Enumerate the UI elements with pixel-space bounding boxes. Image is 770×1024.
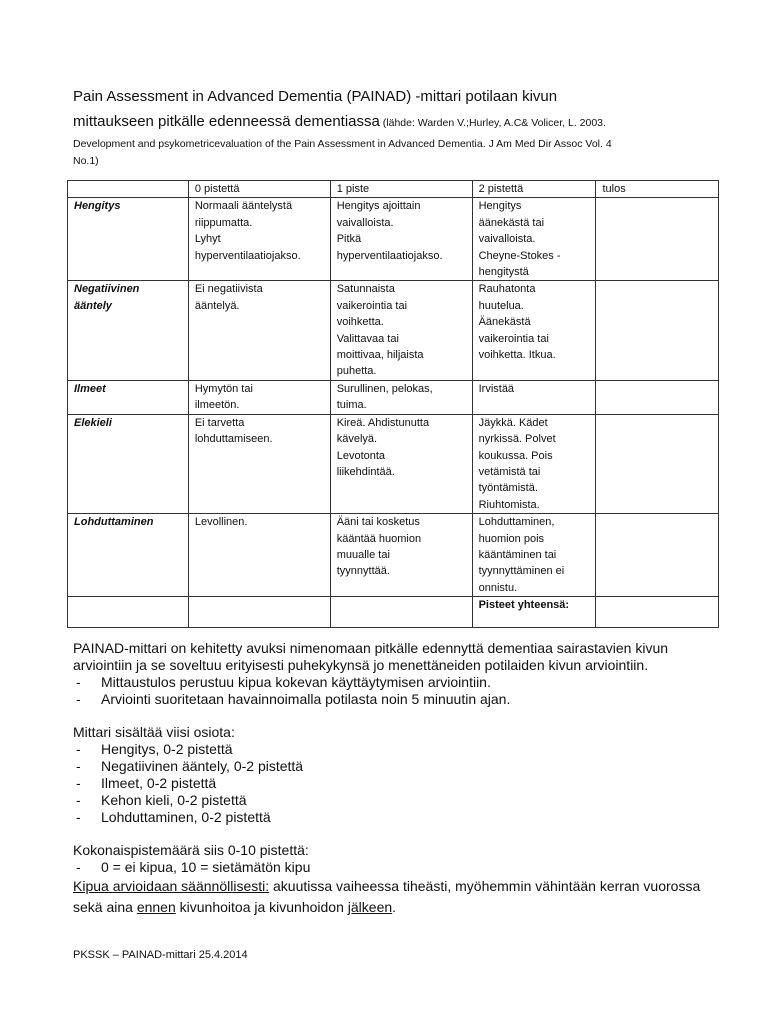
- cell-text: Riuhtomista.: [478, 498, 540, 511]
- cell-text: ilmeetön.: [194, 399, 240, 412]
- cell-text: äänekästä tai: [478, 216, 545, 229]
- list-item-text: Kehon kieli, 0-2 pistettä: [101, 792, 247, 808]
- before-word: ennen: [136, 899, 176, 915]
- list-item-text: Lohduttaminen, 0-2 pistettä: [101, 809, 271, 825]
- cell-text: kävelyä.: [336, 433, 378, 446]
- frequency-text-2: kivunhoitoa ja kivunhoidon: [175, 899, 348, 915]
- score-2-cell: [472, 281, 596, 380]
- cell-text: tyynnyttää.: [336, 565, 390, 578]
- score-0-cell: [188, 380, 330, 414]
- cell-text: kääntäminen tai: [478, 548, 557, 561]
- cell-text: Surullinen, pelokas,: [336, 382, 433, 395]
- result-cell: [596, 281, 719, 380]
- frequency-end: .: [392, 899, 397, 915]
- score-1-cell: [330, 198, 472, 281]
- cell-text: hyperventilaatiojakso.: [336, 249, 443, 262]
- cell-text: vaivalloista.: [478, 233, 536, 246]
- cell-text: vetämistä tai: [478, 465, 541, 478]
- cell-text: Hengitys: [74, 200, 121, 213]
- cell-text: voihketta.: [336, 316, 384, 329]
- list-item-text: Negatiivinen ääntely, 0-2 pistettä: [101, 758, 304, 774]
- row-label: [68, 380, 189, 414]
- score-2-cell: [472, 514, 596, 597]
- frequency-heading: Kipua arvioidaan säännöllisesti:: [73, 878, 270, 894]
- score-1-cell: [330, 514, 472, 597]
- cell-text: hengitystä: [478, 266, 529, 279]
- cell-text: Irvistää: [478, 382, 515, 395]
- cell-text: vaivalloista.: [336, 216, 394, 229]
- result-cell: [596, 198, 719, 281]
- cell-text: huutelua.: [478, 299, 524, 312]
- parts-heading: Mittari sisältää viisi osiota:: [73, 724, 235, 740]
- score-2-cell: [472, 198, 596, 281]
- cell-text: Valittavaa tai: [336, 332, 399, 345]
- score-1-cell: [330, 380, 472, 414]
- cell-text: ääntely: [74, 299, 112, 312]
- table-body: [68, 198, 719, 597]
- title-line-1: Pain Assessment in Advanced Dementia (PAINAD) -mittari potilaan kivun: [73, 88, 558, 105]
- header-cell: 2 pistettä: [472, 181, 596, 198]
- title-reference-end: No.1): [73, 155, 99, 167]
- cell-text: huomion pois: [478, 532, 545, 545]
- header-cell: 0 pistettä: [188, 181, 330, 198]
- header-cell: [68, 181, 189, 198]
- table-row: [68, 380, 719, 414]
- table-row: [68, 198, 719, 281]
- intro-paragraph: PAINAD-mittari on kehitetty avuksi nimenomaan pitkälle edennyttä dementiaa sairastavien kivun arviointiin ja se soveltuu erityisesti puhekykynsä jo menettäneiden potilaiden kivun arviointiin.: [73, 640, 669, 673]
- cell-text: tuima.: [336, 399, 367, 412]
- list-item: - Hengitys, 0-2 pistettä: [76, 741, 233, 757]
- row-label: [68, 281, 189, 380]
- cell-text: nyrkissä. Polvet: [478, 433, 556, 446]
- score-0-cell: [188, 198, 330, 281]
- cell-text: Lohduttaminen,: [478, 516, 555, 529]
- cell-text: työntämistä.: [478, 482, 538, 495]
- score-1-cell: [330, 414, 472, 513]
- cell-text: Kireä. Ahdistunutta: [336, 416, 430, 429]
- list-item: - Kehon kieli, 0-2 pistettä: [76, 792, 247, 808]
- total-value-cell: [596, 597, 719, 628]
- cell-text: Rauhatonta: [478, 283, 536, 296]
- empty-cell: [330, 597, 472, 628]
- cell-text: vaikerointia tai: [336, 299, 408, 312]
- list-item: - Mittaustulos perustuu kipua kokevan käyttäytymisen arviointiin.: [76, 674, 491, 690]
- cell-text: Levollinen.: [194, 516, 248, 529]
- cell-text: onnistu.: [478, 581, 518, 594]
- cell-text: riippumatta.: [194, 216, 253, 229]
- title-source: (lähde: Warden V.;Hurley, A.C& Volicer, L. 2003.: [379, 117, 606, 129]
- score-0-cell: [188, 281, 330, 380]
- cell-text: Ääni tai kosketus: [336, 516, 420, 529]
- row-label: [68, 198, 189, 281]
- cell-text: hyperventilaatiojakso.: [194, 249, 301, 262]
- list-item-text: 0 = ei kipua, 10 = sietämätön kipu: [101, 859, 311, 875]
- cell-text: muualle tai: [336, 548, 390, 561]
- intro-bullets: [73, 674, 723, 708]
- title-main: mittaukseen pitkälle edenneessä dementiassa: [73, 113, 380, 130]
- list-item: - Ilmeet, 0-2 pistettä: [76, 775, 217, 791]
- list-item-text: Hengitys, 0-2 pistettä: [101, 741, 233, 757]
- title-reference: Development and psykometricevaluation of the Pain Assessment in Advanced Dementia. J Am Med Dir Assoc Vol. 4: [73, 138, 612, 150]
- cell-text: tyynnyttäminen ei: [478, 565, 565, 578]
- table-total-row: [68, 597, 719, 628]
- empty-cell: [68, 597, 189, 628]
- cell-text: puhetta.: [336, 365, 377, 378]
- score-1-cell: [330, 281, 472, 380]
- after-word: jälkeen: [347, 899, 393, 915]
- cell-text: Hengitys: [478, 200, 522, 213]
- score-2-cell: [472, 414, 596, 513]
- row-label: [68, 514, 189, 597]
- empty-cell: [188, 597, 330, 628]
- cell-text: vaikerointia tai: [478, 332, 549, 345]
- cell-text: Äänekästä: [478, 316, 531, 329]
- table-row: [68, 514, 719, 597]
- score-2-cell: [472, 380, 596, 414]
- cell-text: Elekieli: [74, 416, 112, 429]
- page-footer: PKSSK – PAINAD-mittari 25.4.2014: [73, 949, 248, 961]
- list-item: - Negatiivinen ääntely, 0-2 pistettä: [76, 758, 304, 774]
- table-row: [68, 414, 719, 513]
- description: [73, 640, 723, 918]
- result-cell: [596, 414, 719, 513]
- title-line-2: [73, 109, 713, 136]
- table-row: [68, 281, 719, 380]
- cell-text: Hymytön tai: [194, 382, 253, 395]
- cell-text: ääntelyä.: [194, 299, 240, 312]
- cell-text: Ei negatiivista: [194, 283, 263, 296]
- total-heading: Kokonaispistemäärä siis 0-10 pistettä:: [73, 842, 309, 858]
- list-item: - Lohduttaminen, 0-2 pistettä: [76, 809, 271, 825]
- header-cell: 1 piste: [330, 181, 472, 198]
- cell-text: Satunnaista: [336, 283, 395, 296]
- cell-text: voihketta. Itkua.: [478, 349, 556, 362]
- cell-text: Ei tarvetta: [194, 416, 245, 429]
- parts-list: [73, 741, 723, 826]
- cell-text: Negatiivinen: [74, 283, 140, 296]
- cell-text: Ilmeet: [74, 382, 106, 395]
- cell-text: Pitkä: [336, 233, 362, 246]
- cell-text: moittivaa, hiljaista: [336, 349, 424, 362]
- header-cell: tulos: [596, 181, 719, 198]
- score-0-cell: [188, 414, 330, 513]
- cell-text: lohduttamiseen.: [194, 433, 273, 446]
- list-item: - 0 = ei kipua, 10 = sietämätön kipu: [76, 859, 311, 875]
- painad-table: [67, 180, 719, 628]
- cell-text: Cheyne-Stokes -: [478, 249, 561, 262]
- frequency-paragraph: [73, 876, 723, 918]
- cell-text: Normaali ääntelystä: [194, 200, 293, 213]
- score-0-cell: [188, 514, 330, 597]
- cell-text: koukussa. Pois: [478, 449, 553, 462]
- row-label: [68, 414, 189, 513]
- cell-text: liikehdintää.: [336, 465, 395, 478]
- cell-text: Lohduttaminen: [74, 516, 154, 529]
- document-title: [73, 84, 713, 170]
- total-label: Pisteet yhteensä:: [472, 597, 596, 628]
- cell-text: Levotonta: [336, 449, 386, 462]
- result-cell: [596, 380, 719, 414]
- list-item-text: Ilmeet, 0-2 pistettä: [101, 775, 217, 791]
- cell-text: Lyhyt: [194, 233, 221, 246]
- cell-text: Jäykkä. Kädet: [478, 416, 548, 429]
- list-item-text: Arviointi suoritetaan havainnoimalla potilasta noin 5 minuutin ajan.: [101, 691, 511, 707]
- list-item: - Arviointi suoritetaan havainnoimalla potilasta noin 5 minuutin ajan.: [76, 691, 511, 707]
- frequency-text: akuutissa vaiheessa tiheästi, myöhemmin vähintään kerran vuorossa sekä aina: [73, 878, 701, 915]
- cell-text: Hengitys ajoittain: [336, 200, 421, 213]
- table-header-row: [68, 181, 719, 198]
- cell-text: kääntää huomion: [336, 532, 422, 545]
- result-cell: [596, 514, 719, 597]
- list-item-text: Mittaustulos perustuu kipua kokevan käyttäytymisen arviointiin.: [101, 674, 491, 690]
